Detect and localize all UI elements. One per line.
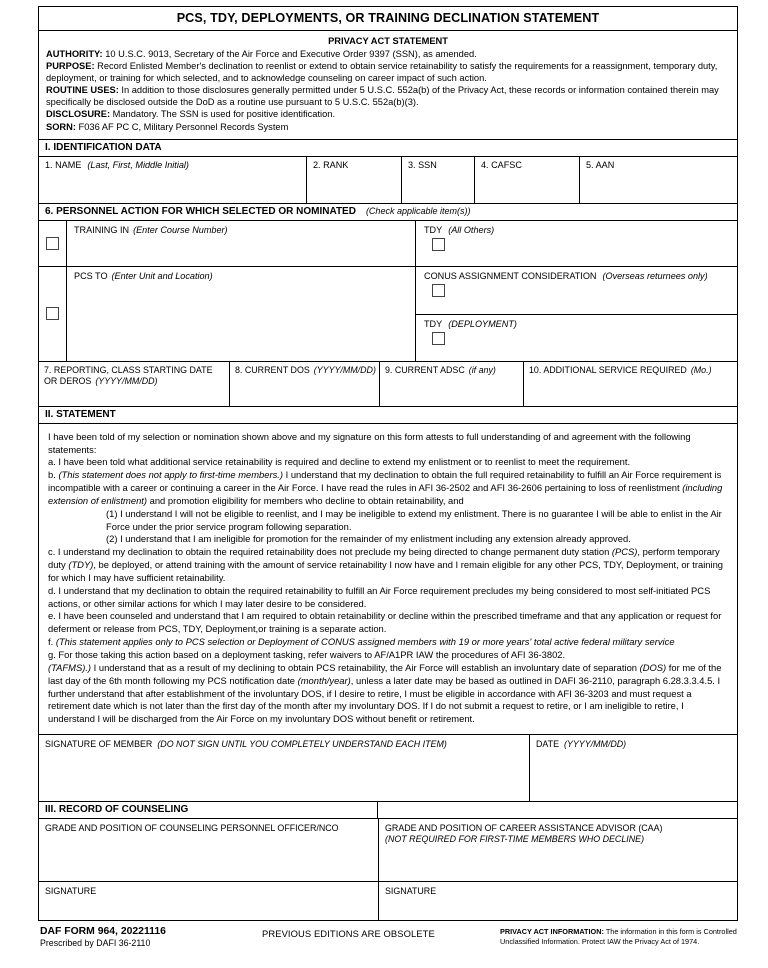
tdy-all-others-hint: (All Others) — [448, 224, 495, 235]
field-cafsc-label: 4. CAFSC — [481, 159, 522, 170]
field-name-hint: (Last, First, Middle Initial) — [87, 159, 189, 170]
tdy-all-others-inner — [416, 221, 494, 266]
training-in-label-cell — [67, 221, 415, 266]
personnel-action-right — [416, 221, 737, 361]
statement-c — [48, 546, 728, 585]
field-rank-label: 2. RANK — [313, 159, 349, 170]
tdy-all-others-checkbox-cell[interactable] — [424, 235, 494, 251]
footer-privacy-info — [500, 927, 740, 946]
statement-d: d. I understand that my declination to obtain the required retainability to fulfill an Air Force requirement precludes my being considered to most self-initiated PCS actions, or other similar actions for which I may later desire to be considered. — [48, 584, 711, 609]
tdy-deployment-text — [424, 319, 517, 329]
field-ssn[interactable] — [401, 157, 474, 203]
field-ssn-label: 3. SSN — [408, 159, 437, 170]
statement-b-text-1: I understand that my declination to obtain the full required retainability to fulfill an Air Force requirement is incompatible with a career or continuing a career in the Air Force. I have read the rules in AFI 36-2502 and AFI 36-2606 pertaining to loss of reenlistment — [48, 469, 722, 494]
footer-form-number: DAF FORM 964, 20221116 — [40, 926, 166, 938]
section-3-heading: III. RECORD OF COUNSELING — [39, 802, 378, 818]
statement-body — [39, 424, 737, 735]
field-additional-service[interactable] — [523, 362, 737, 406]
personnel-action-left — [39, 221, 416, 361]
tdy-all-others-label: TDY — [424, 224, 443, 235]
member-signature-label: SIGNATURE OF MEMBER — [45, 739, 153, 750]
authority-label: AUTHORITY: — [46, 49, 103, 59]
member-signature-field[interactable] — [39, 735, 529, 801]
caa-signature-field[interactable] — [378, 882, 737, 920]
caa-grade-hint: (NOT REQUIRED FOR FIRST-TIME MEMBERS WHO DECLINE) — [385, 834, 645, 845]
items-7-10-row — [39, 362, 737, 406]
tdy-deployment-hint: (DEPLOYMENT) — [448, 318, 517, 329]
statement-tafms-text-1: I understand that as a result of my declining to obtain PCS retainability, the Air Force will establish an involuntary date of separation — [91, 661, 640, 673]
training-in-hint: (Enter Course Number) — [133, 224, 228, 235]
statement-c-italic-1: (PCS) — [611, 546, 638, 558]
routine-uses-text: In addition to those disclosures generally permitted under 5 U.S.C. 552a(b) of the Privacy Act, these records or information contained therein may specifically be disclosed outside the DoD as a routine use pursuant to 5 U.S.C. 552a(b)(3). — [46, 85, 719, 108]
privacy-authority — [46, 48, 730, 60]
field-current-dos-label: 8. CURRENT DOS — [235, 364, 310, 375]
statement-intro: I have been told of my selection or nomination shown above and my signature on this form attests to full understanding of and agreement with the following statements: — [48, 430, 691, 455]
routine-uses-label: ROUTINE USES: — [46, 85, 119, 96]
section-6-note: (Check applicable item(s)) — [365, 205, 471, 216]
statement-b-1: (1) I understand I will not be eligible to reenlist, and I may be ineligible to extend my enlistment. There is no guarantee I will be able to enlist in the Air Force under the prior service program following separation. — [106, 507, 722, 532]
member-date-field[interactable] — [529, 735, 737, 801]
tdy-all-others-text — [424, 225, 494, 235]
training-in-label: TRAINING IN — [74, 224, 130, 235]
statement-f-italic: (This statement applies only to PCS selection or Deployment of CONUS assigned members with 19 or more years' total active federal military service — [55, 636, 675, 648]
field-name[interactable] — [39, 157, 306, 203]
statement-b-2: (2) I understand that I am ineligible for promotion for the remainder of my enlistment including any extension already approved. — [106, 533, 631, 545]
statement-f-lead: f. — [48, 636, 56, 648]
field-reporting-date[interactable] — [39, 362, 229, 406]
statement-b — [48, 469, 728, 508]
purpose-label: PURPOSE: — [46, 61, 95, 72]
statement-tafms-italic-2: (DOS) — [639, 661, 667, 673]
identification-data-row — [39, 157, 737, 203]
privacy-routine-uses — [46, 84, 730, 108]
counseling-officer-grade-field[interactable] — [39, 819, 378, 881]
training-in-checkbox[interactable] — [46, 237, 59, 250]
statement-c-text-3: , be deployed, or attend training with the amount of service retainability I now have and I remain eligible for any other PCS, TDY, Deployment, or training for which I may have sufficient retainability. — [48, 559, 724, 583]
privacy-sorn — [46, 121, 730, 133]
authority-text: 10 U.S.C. 9013, Secretary of the Air Force and Executive Order 9397 (SSN), as amended. — [102, 49, 477, 59]
statement-b-lead: b. — [48, 469, 59, 481]
footer-form-number-block — [40, 926, 166, 948]
option-conus-assignment[interactable] — [416, 267, 737, 315]
option-training-in[interactable] — [39, 221, 415, 267]
caa-signature-label: SIGNATURE — [385, 886, 437, 897]
caa-grade-field[interactable] — [378, 819, 737, 881]
field-current-adsc-hint: (if any) — [468, 364, 496, 375]
field-rank[interactable] — [306, 157, 401, 203]
purpose-text: Record Enlisted Member's declination to reenlist or extend to obtain service retainability to satisfy the requirements for a reassignment, temporary duty, deployment, or training for which selected, and to acknowledge counseling on career impact of such action. — [46, 61, 718, 84]
counseling-officer-signature-label: SIGNATURE — [45, 886, 97, 897]
field-additional-service-hint: (Mo.) — [690, 364, 712, 375]
statement-tafms-italic-3: (month/year) — [297, 674, 351, 686]
section-1-heading: I. IDENTIFICATION DATA — [39, 140, 737, 157]
sorn-text: F036 AF PC C, Military Personnel Records System — [75, 121, 289, 132]
tdy-deployment-label: TDY — [424, 318, 443, 329]
member-date-label: DATE — [536, 739, 560, 750]
form-title: PCS, TDY, DEPLOYMENTS, OR TRAINING DECLINATION STATEMENT — [39, 7, 737, 31]
tdy-all-others-checkbox[interactable] — [432, 238, 445, 251]
field-cafsc[interactable] — [474, 157, 579, 203]
section-3-heading-spacer — [378, 802, 737, 818]
training-in-checkbox-cell[interactable] — [39, 221, 67, 266]
option-tdy-all-others[interactable] — [416, 221, 737, 267]
section-6-title: 6. PERSONNEL ACTION FOR WHICH SELECTED OR NOMINATED — [45, 205, 356, 217]
statement-tafms-text-2: for me of the last day of the 6th month following my PCS notification date — [48, 661, 722, 686]
field-reporting-date-hint: (YYYY/MM/DD) — [95, 375, 158, 386]
pcs-to-hint: (Enter Unit and Location) — [111, 270, 213, 281]
field-aan[interactable] — [579, 157, 737, 203]
section-3-heading-row — [39, 802, 737, 819]
disclosure-label: DISCLOSURE: — [46, 109, 111, 120]
counseling-officer-signature-field[interactable] — [39, 882, 378, 920]
field-reporting-date-label: 7. REPORTING, CLASS STARTING DATE OR DEROS — [44, 364, 213, 386]
counseling-grade-row — [39, 819, 737, 882]
field-name-label: 1. NAME — [45, 159, 82, 170]
pcs-to-label-cell — [67, 267, 415, 361]
conus-assignment-text — [424, 271, 708, 281]
pcs-to-checkbox-cell[interactable] — [39, 267, 67, 361]
statement-tafms — [48, 662, 728, 726]
daf-form-964 — [38, 6, 738, 921]
statement-tafms-italic-1: (TAFMS).) — [48, 661, 92, 673]
statement-c-text-1: c. I understand my declination to obtain the required retainability does not preclude my being directed to change permanent duty station — [48, 546, 612, 558]
statement-tafms-text-3: , unless a later date may be based as outlined in DAFI 36-2110, paragraph 6.28.3.3.4.5. I further understand that after establishment of the involuntary DOS, if I desire to retire, I must be eligible in accordance with AFI 36-3203 and must request a retirement date which is not later than the first day of the month after my involuntary DOS. If I do not submit a request to retire, or I am ineligible to retire, I understand I will be discharged from the Air Force on my involuntary DOS without benefit or retirement. — [48, 674, 721, 725]
sorn-label: SORN: — [46, 121, 76, 132]
field-current-adsc[interactable] — [379, 362, 523, 406]
field-additional-service-label: 10. ADDITIONAL SERVICE REQUIRED — [529, 364, 687, 375]
conus-assignment-hint: (Overseas returnees only) — [602, 270, 708, 281]
statement-a: a. I have been told what additional service retainability is required and decline to extend my enlistment or to reenlist to meet the requirement. — [48, 456, 631, 468]
option-tdy-deployment[interactable] — [416, 315, 737, 361]
statement-b-text-2: and promotion eligibility for members who decline to obtain retainability, and — [147, 494, 464, 506]
member-signature-hint: (DO NOT SIGN UNTIL YOU COMPLETELY UNDERSTAND EACH ITEM) — [157, 739, 447, 750]
statement-g: g. For those taking this action based on a deployment tasking, refer waivers to AF/A1PR IAW the procedures of AFI 36-3802. — [48, 649, 566, 660]
tdy-deployment-inner — [416, 315, 517, 361]
privacy-act-statement — [39, 31, 737, 140]
footer-privacy-info-text: The information in this form is Controlled Unclassified Information. Protect IAW the Privacy Act of 1974. — [500, 927, 737, 946]
personnel-action-grid — [39, 221, 737, 362]
field-current-dos[interactable] — [229, 362, 379, 406]
section-6-heading — [39, 203, 737, 221]
field-aan-label: 5. AAN — [586, 159, 615, 170]
pcs-to-checkbox[interactable] — [46, 307, 59, 320]
member-signature-row — [39, 735, 737, 802]
footer-previous-editions: PREVIOUS EDITIONS ARE OBSOLETE — [262, 928, 435, 940]
tdy-deployment-checkbox[interactable] — [432, 332, 445, 345]
counseling-officer-grade-label: GRADE AND POSITION OF COUNSELING PERSONNEL OFFICER/NCO — [45, 823, 339, 834]
statement-c-italic-2: (TDY) — [68, 559, 94, 571]
statement-b-italic-2: (including extension of enlistment) — [48, 482, 723, 506]
disclosure-text: Mandatory. The SSN is used for positive identification. — [110, 109, 336, 120]
statement-c-text-2: , perform temporary duty — [48, 546, 720, 571]
privacy-act-heading: PRIVACY ACT STATEMENT — [328, 36, 448, 46]
section-2-heading: II. STATEMENT — [39, 406, 737, 424]
field-current-adsc-label: 9. CURRENT ADSC — [385, 364, 465, 375]
statement-b-italic-1: (This statement does not apply to first-time members.) — [58, 469, 283, 481]
field-current-dos-hint: (YYYY/MM/DD) — [313, 364, 376, 375]
counseling-signature-row — [39, 882, 737, 920]
privacy-purpose — [46, 60, 730, 84]
conus-assignment-checkbox-cell[interactable] — [424, 281, 708, 297]
conus-assignment-inner — [416, 267, 708, 314]
statement-e: e. I have been counseled and understand that I am required to obtain retainability or decline within the prescribed timeframe and that any application or request for deferment or release from PCS, TDY, Deployment,or training is a separate action. — [48, 610, 722, 635]
caa-grade-label: GRADE AND POSITION OF CAREER ASSISTANCE ADVISOR (CAA) — [385, 823, 663, 834]
conus-assignment-label: CONUS ASSIGNMENT CONSIDERATION — [424, 270, 597, 281]
form-footer — [38, 926, 738, 958]
footer-privacy-info-label: PRIVACY ACT INFORMATION: — [500, 927, 604, 937]
footer-prescribed-by: Prescribed by DAFI 36-2110 — [40, 938, 151, 949]
privacy-disclosure — [46, 108, 730, 120]
member-date-hint: (YYYY/MM/DD) — [564, 739, 627, 750]
option-pcs-to[interactable] — [39, 267, 415, 361]
tdy-deployment-checkbox-cell[interactable] — [424, 329, 517, 345]
statement-f — [48, 636, 728, 649]
conus-assignment-checkbox[interactable] — [432, 284, 445, 297]
pcs-to-label: PCS TO — [74, 270, 108, 281]
